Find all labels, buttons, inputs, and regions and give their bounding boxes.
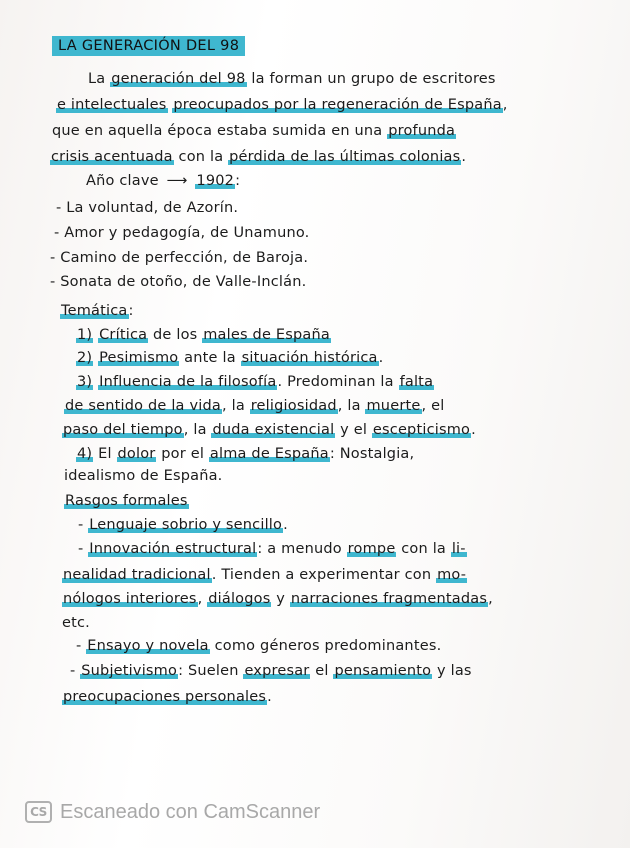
highlight: Subjetivismo [81, 663, 178, 679]
list-item: - Amor y pedagogía, de Unamuno. [54, 225, 310, 241]
list-item: - Camino de perfección, de Baroja. [50, 250, 309, 266]
highlight: expresar [244, 663, 310, 679]
highlight: muerte [366, 398, 421, 414]
rasgo-1: - Lenguaje sobrio y sencillo. [78, 517, 288, 533]
intro-line-4: crisis acentuada con la pérdida de las últimas colonias. [51, 149, 467, 165]
intro-line-3: que en aquella época estaba sumida en una profunda [52, 123, 456, 139]
highlight: dolor [117, 446, 156, 462]
rasgo-3: - Ensayo y novela como géneros predominantes. [76, 638, 442, 654]
key-year-line: Año clave ⟶ 1902: [86, 173, 241, 189]
highlight: paso del tiempo [63, 422, 183, 438]
highlight: 1902 [196, 173, 235, 189]
tema-3: 3) Influencia de la filosofía. Predominan la falta [77, 374, 434, 390]
rasgo-4: - Subjetivismo: Suelen expresar el pensamiento y las [70, 663, 472, 679]
rasgo-2-cont-2: nólogos interiores, diálogos y narraciones fragmentadas, [63, 591, 493, 607]
highlight: Rasgos formales [65, 493, 188, 509]
camscanner-logo-icon: CS [25, 801, 52, 823]
highlight: 3) [77, 374, 93, 390]
highlight: Innovación estructural [89, 541, 257, 557]
highlight: profunda [388, 123, 456, 139]
highlight: preocupados por la regeneración de España [173, 97, 502, 113]
highlight: Temática [61, 303, 128, 319]
tema-3-cont-2: paso del tiempo, la duda existencial y el escepticismo. [63, 422, 476, 438]
highlight: Influencia de la filosofía [99, 374, 277, 390]
rasgo-2: - Innovación estructural: a menudo rompe con la li- [78, 541, 466, 557]
highlight: diálogos [208, 591, 271, 607]
intro-line-1: La generación del 98 la forman un grupo de escritores [88, 71, 496, 87]
tema-1: 1) Crítica de los males de España [77, 327, 330, 343]
highlight: religiosidad [250, 398, 337, 414]
list-item: - Sonata de otoño, de Valle-Inclán. [50, 274, 307, 290]
rasgo-2-cont: nealidad tradicional. Tienden a experimentar con mo- [63, 567, 467, 583]
highlight: males de España [203, 327, 330, 343]
highlight: e intelectuales [57, 97, 167, 113]
highlight: narraciones fragmentadas [290, 591, 488, 607]
highlight: preocupaciones personales [63, 689, 267, 705]
rasgo-4-cont: preocupaciones personales. [63, 689, 272, 705]
watermark-text: Escaneado con CamScanner [60, 800, 321, 823]
highlight: crisis acentuada [51, 149, 173, 165]
highlight: escepticismo [372, 422, 471, 438]
highlight: Pesimismo [99, 350, 179, 366]
highlight: 4) [77, 446, 93, 462]
highlight: duda existencial [212, 422, 335, 438]
highlight: alma de España [209, 446, 329, 462]
camscanner-watermark [25, 800, 320, 824]
intro-line-2: e intelectuales preocupados por la regeneración de España, [57, 97, 508, 113]
highlight: falta [399, 374, 434, 390]
section-heading-rasgos [64, 492, 189, 510]
tema-3-cont: de sentido de la vida, la religiosidad, la muerte, el [65, 398, 445, 414]
highlight: mo- [437, 567, 467, 583]
list-item: - La voluntad, de Azorín. [56, 200, 239, 216]
tema-2: 2) Pesimismo ante la situación histórica. [77, 350, 384, 366]
section-heading-tematica: Temática: [61, 303, 134, 319]
highlight: situación histórica [241, 350, 378, 366]
tema-4: 4) El dolor por el alma de España: Nostalgia, [77, 446, 415, 462]
highlight: 2) [77, 350, 93, 366]
highlight: Crítica [99, 327, 148, 343]
page-title: LA GENERACIÓN DEL 98 [52, 36, 245, 56]
highlight: Lenguaje sobrio y sencillo [89, 517, 283, 533]
arrow-right-icon: ⟶ [166, 173, 188, 189]
rasgo-2-cont-3: etc. [62, 615, 90, 631]
highlight: pérdida de las últimas colonias [229, 149, 461, 165]
highlight: pensamiento [334, 663, 432, 679]
highlight: generación del 98 [111, 71, 246, 87]
highlight: 1) [77, 327, 93, 343]
highlight: rompe [347, 541, 396, 557]
highlight: li- [451, 541, 466, 557]
highlight: nealidad tradicional [63, 567, 211, 583]
highlight: Ensayo y novela [87, 638, 209, 654]
tema-4-cont: idealismo de España. [64, 468, 223, 484]
highlight: nólogos interiores [63, 591, 197, 607]
highlight: de sentido de la vida [65, 398, 221, 414]
